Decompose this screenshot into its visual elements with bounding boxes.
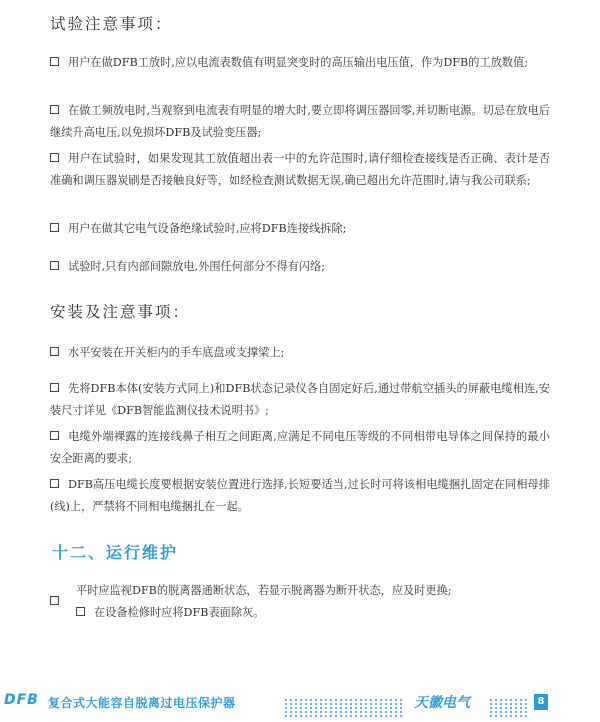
checkbox-icon	[50, 596, 59, 605]
maintenance-line-2-text: 在设备检修时应将DFB表面除灰。	[94, 606, 265, 619]
test-note-text: 用户在试验时，如果发现其工放值超出表一中的允许范围时,请仔细检查接线是否正确、表计是否准确和调压器炭刷是否接触良好等，如经检查测试数据无误,确已超出允许范围时,请与我公司联系;	[50, 152, 550, 187]
checkbox-icon	[50, 431, 59, 440]
checkbox-icon	[50, 347, 59, 356]
test-note-item	[50, 148, 550, 192]
checkbox-icon	[50, 57, 59, 66]
test-note-text: 用户在做DFB工放时,应以电流表数值有明显突变时的高压输出电压值，作为DFB的工放数值;	[68, 56, 528, 69]
footer-company-name: 天徽电气	[414, 695, 470, 711]
test-note-item	[50, 256, 550, 278]
install-note-text: 电缆外端裸露的连接线鼻子相互之间距离,应满足不同电压等级的不同相带电导体之间保持的最小安全距离的要求;	[50, 430, 550, 465]
install-note-item	[50, 378, 550, 422]
checkbox-icon	[50, 261, 59, 270]
maintenance-line-1: 平时应监视DFB的脱离器通断状态，若显示脱离器为断开状态，应及时更换;	[76, 584, 452, 597]
checkbox-icon	[50, 105, 59, 114]
checkbox-icon	[50, 479, 59, 488]
install-note-text: 水平安装在开关柜内的手车底盘或支撑梁上;	[68, 346, 285, 359]
checkbox-icon	[50, 383, 59, 392]
install-note-item	[50, 426, 550, 470]
checkbox-icon	[50, 153, 59, 162]
install-note-text: 先将DFB本体(安装方式同上)和DFB状态记录仪各自固定好后,通过带航空插头的屏蔽电缆相连,安装尺寸详见《DFB智能监测仪技术说明书》;	[50, 382, 550, 417]
test-notes-title: 试验注意事项：	[50, 15, 173, 33]
checkbox-icon	[50, 223, 59, 232]
install-notes-title: 安装及注意事项：	[50, 303, 191, 321]
test-note-item	[50, 100, 550, 144]
test-note-text: 试验时,只有内部间隙放电,外围任何部分不得有闪络;	[68, 260, 326, 273]
test-note-item	[50, 52, 550, 74]
checkbox-icon	[76, 607, 85, 616]
test-note-text: 在做工频放电时,当观察到电流表有明显的增大时,要立即将调压器回零,并切断电源。切忌在放电后继续升高电压,以免损坏DFB及试验变压器;	[50, 104, 550, 139]
footer-brand-logo: DFB	[4, 692, 39, 708]
test-note-item	[50, 218, 550, 240]
footer-product-name: 复合式大能容自脱离过电压保护器	[48, 696, 236, 710]
install-note-item	[50, 342, 550, 364]
test-note-text: 用户在做其它电气设备绝缘试验时,应将DFB连接线拆除;	[68, 222, 347, 235]
install-note-item	[50, 474, 550, 518]
maintenance-line-2	[76, 604, 264, 620]
install-note-text: DFB高压电缆长度要根据安装位置进行选择,长短要适当,过长时可将该相电缆捆扎固定在同相母排(线)上，严禁将不同相电缆捆扎在一起。	[50, 478, 550, 513]
page-number: 8	[534, 694, 548, 710]
maintenance-section-title: 十二、运行维护	[52, 543, 179, 562]
